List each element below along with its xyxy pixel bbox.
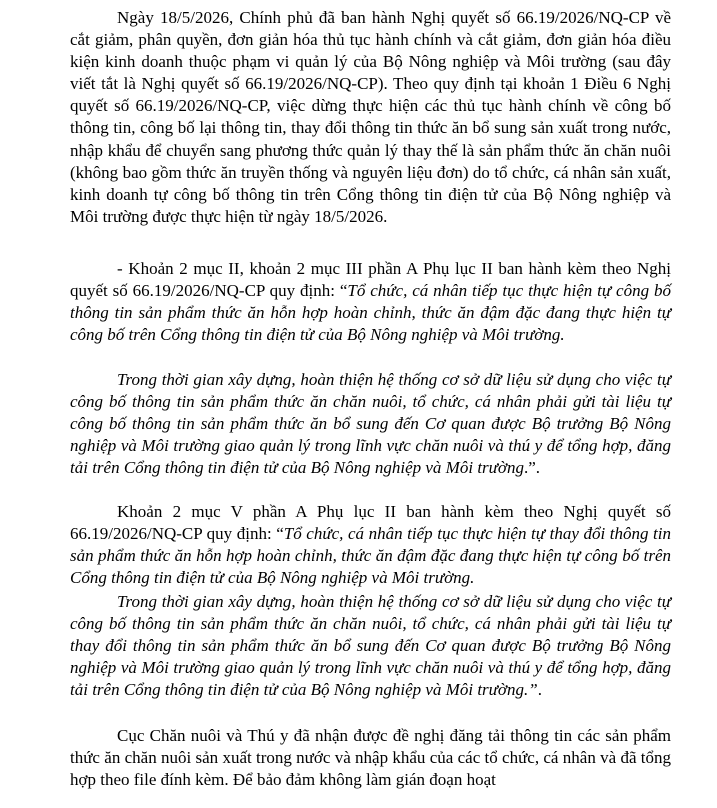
quoted-provision: Tổ chức, cá nhân tiếp tục thực hiện tự thay đổi thông tin sản phẩm thức ăn hỗn hợp hoàn chỉnh, thức ăn đậm đặc đang thực hiện tự công bố trên Cổng thông tin điện tử của Bộ Nông nghiệp và Môi trường. [70, 524, 671, 588]
paragraph-lead: Khoản 2 mục V phần A Phụ lục II ban hành kèm theo Nghị quyết số 66.19/2026/NQ-CP quy định: “ [70, 502, 671, 544]
paragraph-tail: .”. [524, 458, 541, 478]
paragraph-quoted-provision-continued [70, 369, 671, 479]
paragraph-clause-annex-ii-section-v [70, 501, 671, 589]
paragraph-quoted-provision-continued [70, 591, 671, 701]
quoted-provision: Trong thời gian xây dựng, hoàn thiện hệ thống cơ sở dữ liệu sử dụng cho việc tự công bố thông tin sản phẩm thức ăn chăn nuôi, tổ chức, cá nhân phải gửi tài liệu tự công bố thông tin sản phẩm thức ăn bổ sung đến Cơ quan được Bộ trưởng Bộ Nông nghiệp và Môi trường giao quản lý trong lĩnh vực chăn nuôi và thú y để tổng hợp, đăng tải trên Cổng thông tin điện tử của Bộ Nông nghiệp và Môi trường [70, 370, 671, 478]
paragraph-tail: . [537, 680, 542, 700]
quoted-provision: Trong thời gian xây dựng, hoàn thiện hệ thống cơ sở dữ liệu sử dụng cho việc tự công bố thông tin sản phẩm thức ăn chăn nuôi, tổ chức, cá nhân phải gửi tài liệu tự thay đổi thông tin sản phẩm thức ăn bổ sung đến Cơ quan được Bộ trưởng Bộ Nông nghiệp và Môi trường giao quản lý trong lĩnh vực chăn nuôi và thú y để tổng hợp, đăng tải trên Cổng thông tin điện tử của Bộ Nông nghiệp và Môi trường.” [70, 592, 671, 700]
paragraph-resolution-intro: Ngày 18/5/2026, Chính phủ đã ban hành Nghị quyết số 66.19/2026/NQ-CP về cắt giảm, phân quyền, đơn giản hóa thủ tục hành chính và cắt giảm, đơn giản hóa điều kiện kinh doanh thuộc phạm vi quản lý của Bộ Nông nghiệp và Môi trường (sau đây viết tắt là Nghị quyết số 66.19/2026/NQ-CP). Theo quy định tại khoản 1 Điều 6 Nghị quyết số 66.19/2026/NQ-CP, việc dừng thực hiện các thủ tục hành chính về công bố thông tin, công bố lại thông tin, thay đổi thông tin thức ăn bổ sung sản xuất trong nước, nhập khẩu để chuyển sang phương thức quản lý thay thế là sản phẩm thức ăn chăn nuôi (không bao gồm thức ăn truyền thống và nguyên liệu đơn) do tổ chức, cá nhân sản xuất, kinh doanh tự công bố thông tin trên Cổng thông tin điện tử của Bộ Nông nghiệp và Môi trường được thực hiện từ ngày 18/5/2026. [70, 8, 671, 226]
paragraph-lead: - Khoản 2 mục II, khoản 2 mục III phần A Phụ lục II ban hành kèm theo Nghị quyết số 66.19/2026/NQ-CP quy định: “ [70, 259, 671, 301]
paragraph-clause-annex-ii-sections-ii-iii [70, 258, 671, 346]
quoted-provision: Tổ chức, cá nhân tiếp tục thực hiện tự công bố thông tin sản phẩm thức ăn hỗn hợp hoàn chỉnh, thức ăn đậm đặc đang thực hiện tự công bố trên Cổng thông tin điện tử của Bộ Nông nghiệp và Môi trường. [70, 281, 671, 345]
paragraph-department-notice: Cục Chăn nuôi và Thú y đã nhận được đề nghị đăng tải thông tin các sản phẩm thức ăn chăn nuôi sản xuất trong nước và nhập khẩu của các tổ chức, cá nhân và đã tổng hợp theo file đính kèm. Để bảo đảm không làm gián đoạn hoạt [70, 726, 671, 790]
